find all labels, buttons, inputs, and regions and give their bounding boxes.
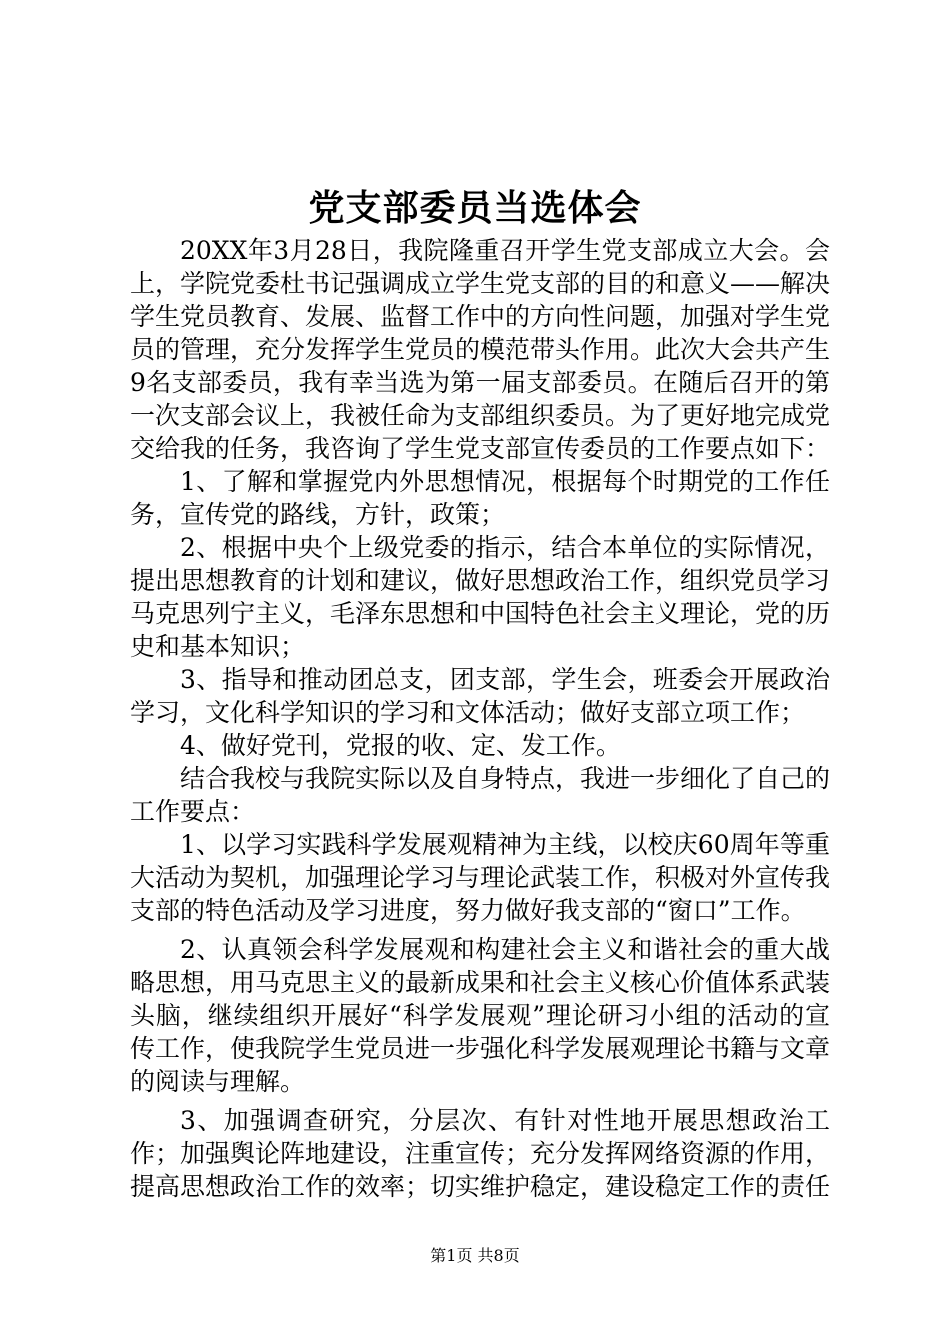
- paragraph-duty-2: 2、根据中央个上级党委的指示，结合本单位的实际情况，提出思想教育的计划和建议，做好思想政治工作，组织党员学习马克思列宁主义，毛泽东思想和中国特色社会主义理论，党的历史和基本知识；: [130, 533, 831, 661]
- paragraph-refine-intro: 结合我校与我院实际以及自身特点，我进一步细化了自己的工作要点：: [130, 764, 831, 826]
- paragraph-intro: 20XX年3月28日，我院隆重召开学生党支部成立大会。会上，学院党委杜书记强调成立学生党支部的目的和意义——解决学生党员教育、发展、监督工作中的方向性问题，加强对学生党员的管理，充分发挥学生党员的模范带头作用。此次大会共产生9名支部委员，我有幸当选为第一届支部委员。在随后召开的第一次支部会议上，我被任命为支部组织委员。为了更好地完成党交给我的任务，我咨询了学生党支部宣传委员的工作要点如下：: [130, 236, 831, 463]
- document-title: 党支部委员当选体会: [308, 187, 642, 229]
- paragraph-duty-1: 1、了解和掌握党内外思想情况，根据每个时期党的工作任务，宣传党的路线，方针，政策；: [130, 467, 830, 529]
- paragraph-duty-4: 4、做好党刊，党报的收、定、发工作。: [180, 731, 621, 760]
- paragraph-point-2: 2、认真领会科学发展观和构建社会主义和谐社会的重大战略思想，用马克思主义的最新成果和社会主义核心价值体系武装头脑，继续组织开展好“科学发展观”理论研习小组的活动的宣传工作，使我院学生党员进一步强化科学发展观理论书籍与文章的阅读与理解。: [130, 935, 831, 1096]
- paragraph-point-3: 3、加强调查研究，分层次、有针对性地开展思想政治工作；加强舆论阵地建设，注重宣传；充分发挥网络资源的作用，提高思想政治工作的效率；切实维护稳定，建设稳定工作的责任: [130, 1106, 831, 1201]
- document-body: [130, 234, 830, 1203]
- page-footer: 第1页 共8页: [430, 1246, 520, 1265]
- paragraph-point-1: 1、以学习实践科学发展观精神为主线，以校庆60周年等重大活动为契机，加强理论学习与理论武装工作，积极对外宣传我支部的特色活动及学习进度，努力做好我支部的“窗口”工作。: [130, 830, 831, 925]
- paragraph-duty-3: 3、指导和推动团总支，团支部，学生会，班委会开展政治学习，文化科学知识的学习和文体活动；做好支部立项工作；: [130, 665, 830, 727]
